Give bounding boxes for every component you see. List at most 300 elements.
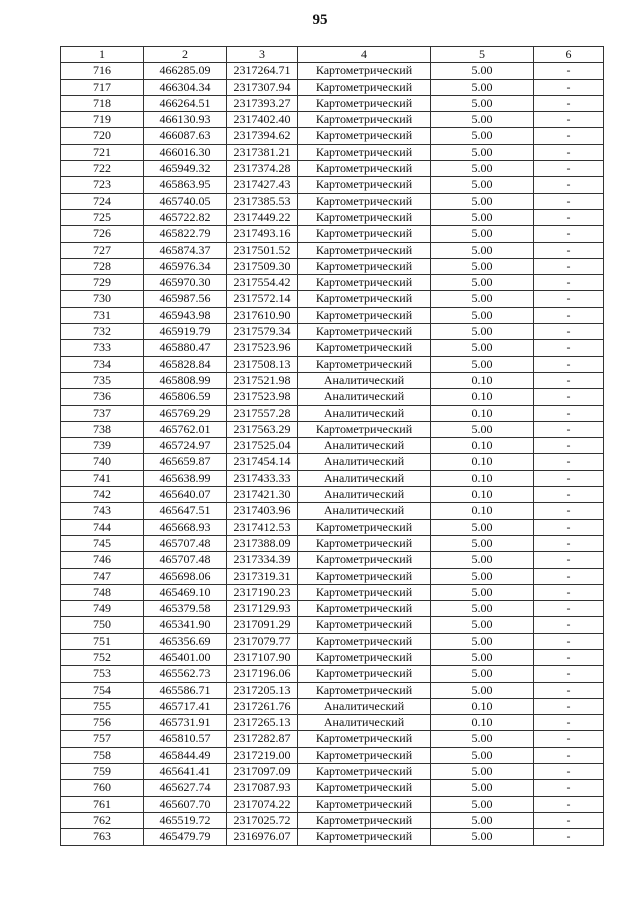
y-coordinate-cell: 2317433.33 [227, 470, 298, 486]
x-coordinate-cell: 465707.48 [144, 552, 227, 568]
note-cell: - [534, 372, 604, 388]
x-coordinate-cell: 465769.29 [144, 405, 227, 421]
x-coordinate-cell: 465970.30 [144, 275, 227, 291]
note-cell: - [534, 95, 604, 111]
table-row [61, 552, 604, 568]
x-coordinate-cell: 465863.95 [144, 177, 227, 193]
x-coordinate-cell: 465976.34 [144, 258, 227, 274]
note-cell: - [534, 519, 604, 535]
point-number-cell: 742 [61, 487, 144, 503]
point-number-cell: 752 [61, 649, 144, 665]
table-row [61, 780, 604, 796]
accuracy-cell: 5.00 [431, 209, 534, 225]
point-number-cell: 741 [61, 470, 144, 486]
point-number-cell: 735 [61, 372, 144, 388]
note-cell: - [534, 112, 604, 128]
x-coordinate-cell: 465874.37 [144, 242, 227, 258]
x-coordinate-cell: 465762.01 [144, 421, 227, 437]
table-row [61, 128, 604, 144]
point-number-cell: 749 [61, 601, 144, 617]
method-cell: Аналитический [298, 389, 431, 405]
point-number-cell: 760 [61, 780, 144, 796]
method-cell: Картометрический [298, 144, 431, 160]
point-number-cell: 718 [61, 95, 144, 111]
method-cell: Картометрический [298, 519, 431, 535]
table-row [61, 389, 604, 405]
x-coordinate-cell: 465698.06 [144, 568, 227, 584]
table-row [61, 242, 604, 258]
accuracy-cell: 5.00 [431, 161, 534, 177]
table-header-row [61, 47, 604, 63]
method-cell: Картометрический [298, 324, 431, 340]
coordinates-table [60, 46, 604, 846]
y-coordinate-cell: 2317523.98 [227, 389, 298, 405]
point-number-cell: 720 [61, 128, 144, 144]
table-row [61, 226, 604, 242]
method-cell: Аналитический [298, 715, 431, 731]
y-coordinate-cell: 2317385.53 [227, 193, 298, 209]
y-coordinate-cell: 2317091.29 [227, 617, 298, 633]
accuracy-cell: 5.00 [431, 291, 534, 307]
x-coordinate-cell: 465647.51 [144, 503, 227, 519]
x-coordinate-cell: 465586.71 [144, 682, 227, 698]
table-row [61, 519, 604, 535]
header-cell: 6 [534, 47, 604, 63]
method-cell: Аналитический [298, 405, 431, 421]
accuracy-cell: 5.00 [431, 649, 534, 665]
y-coordinate-cell: 2317523.96 [227, 340, 298, 356]
point-number-cell: 737 [61, 405, 144, 421]
y-coordinate-cell: 2317025.72 [227, 812, 298, 828]
table-row [61, 454, 604, 470]
point-number-cell: 746 [61, 552, 144, 568]
point-number-cell: 731 [61, 307, 144, 323]
method-cell: Картометрический [298, 535, 431, 551]
x-coordinate-cell: 465844.49 [144, 747, 227, 763]
table-row [61, 79, 604, 95]
point-number-cell: 723 [61, 177, 144, 193]
accuracy-cell: 5.00 [431, 568, 534, 584]
table-row [61, 438, 604, 454]
note-cell: - [534, 747, 604, 763]
method-cell: Картометрический [298, 568, 431, 584]
accuracy-cell: 5.00 [431, 324, 534, 340]
note-cell: - [534, 552, 604, 568]
note-cell: - [534, 63, 604, 79]
x-coordinate-cell: 466130.93 [144, 112, 227, 128]
y-coordinate-cell: 2317079.77 [227, 633, 298, 649]
y-coordinate-cell: 2317508.13 [227, 356, 298, 372]
table-row [61, 487, 604, 503]
note-cell: - [534, 438, 604, 454]
accuracy-cell: 5.00 [431, 633, 534, 649]
point-number-cell: 755 [61, 698, 144, 714]
point-number-cell: 751 [61, 633, 144, 649]
note-cell: - [534, 568, 604, 584]
y-coordinate-cell: 2317381.21 [227, 144, 298, 160]
y-coordinate-cell: 2317265.13 [227, 715, 298, 731]
method-cell: Картометрический [298, 601, 431, 617]
accuracy-cell: 5.00 [431, 79, 534, 95]
x-coordinate-cell: 466016.30 [144, 144, 227, 160]
accuracy-cell: 5.00 [431, 552, 534, 568]
point-number-cell: 732 [61, 324, 144, 340]
y-coordinate-cell: 2317403.96 [227, 503, 298, 519]
point-number-cell: 727 [61, 242, 144, 258]
accuracy-cell: 5.00 [431, 307, 534, 323]
table-row [61, 275, 604, 291]
x-coordinate-cell: 465627.74 [144, 780, 227, 796]
y-coordinate-cell: 2317219.00 [227, 747, 298, 763]
x-coordinate-cell: 465519.72 [144, 812, 227, 828]
accuracy-cell: 0.10 [431, 487, 534, 503]
accuracy-cell: 5.00 [431, 780, 534, 796]
point-number-cell: 734 [61, 356, 144, 372]
accuracy-cell: 0.10 [431, 389, 534, 405]
accuracy-cell: 0.10 [431, 715, 534, 731]
table-row [61, 372, 604, 388]
note-cell: - [534, 601, 604, 617]
accuracy-cell: 5.00 [431, 535, 534, 551]
method-cell: Картометрический [298, 258, 431, 274]
y-coordinate-cell: 2317205.13 [227, 682, 298, 698]
note-cell: - [534, 535, 604, 551]
note-cell: - [534, 275, 604, 291]
point-number-cell: 758 [61, 747, 144, 763]
method-cell: Картометрический [298, 340, 431, 356]
accuracy-cell: 5.00 [431, 682, 534, 698]
table-row [61, 503, 604, 519]
point-number-cell: 762 [61, 812, 144, 828]
point-number-cell: 759 [61, 764, 144, 780]
y-coordinate-cell: 2317454.14 [227, 454, 298, 470]
accuracy-cell: 5.00 [431, 242, 534, 258]
table-row [61, 715, 604, 731]
method-cell: Аналитический [298, 503, 431, 519]
accuracy-cell: 5.00 [431, 258, 534, 274]
accuracy-cell: 5.00 [431, 63, 534, 79]
method-cell: Картометрический [298, 242, 431, 258]
y-coordinate-cell: 2317427.43 [227, 177, 298, 193]
y-coordinate-cell: 2317334.39 [227, 552, 298, 568]
table-row [61, 731, 604, 747]
method-cell: Картометрический [298, 552, 431, 568]
method-cell: Картометрический [298, 209, 431, 225]
table-row [61, 144, 604, 160]
y-coordinate-cell: 2317493.16 [227, 226, 298, 242]
note-cell: - [534, 698, 604, 714]
method-cell: Картометрический [298, 666, 431, 682]
accuracy-cell: 5.00 [431, 584, 534, 600]
accuracy-cell: 5.00 [431, 128, 534, 144]
x-coordinate-cell: 465724.97 [144, 438, 227, 454]
point-number-cell: 729 [61, 275, 144, 291]
note-cell: - [534, 226, 604, 242]
y-coordinate-cell: 2317509.30 [227, 258, 298, 274]
y-coordinate-cell: 2317307.94 [227, 79, 298, 95]
method-cell: Картометрический [298, 79, 431, 95]
method-cell: Картометрический [298, 682, 431, 698]
point-number-cell: 716 [61, 63, 144, 79]
x-coordinate-cell: 465640.07 [144, 487, 227, 503]
x-coordinate-cell: 465943.98 [144, 307, 227, 323]
point-number-cell: 724 [61, 193, 144, 209]
accuracy-cell: 5.00 [431, 731, 534, 747]
point-number-cell: 719 [61, 112, 144, 128]
accuracy-cell: 0.10 [431, 372, 534, 388]
x-coordinate-cell: 466304.34 [144, 79, 227, 95]
x-coordinate-cell: 465479.79 [144, 829, 227, 845]
x-coordinate-cell: 465731.91 [144, 715, 227, 731]
x-coordinate-cell: 465707.48 [144, 535, 227, 551]
method-cell: Аналитический [298, 438, 431, 454]
y-coordinate-cell: 2317107.90 [227, 649, 298, 665]
table-row [61, 617, 604, 633]
table-row [61, 324, 604, 340]
method-cell: Картометрический [298, 584, 431, 600]
table-row [61, 470, 604, 486]
accuracy-cell: 5.00 [431, 421, 534, 437]
table-row [61, 63, 604, 79]
x-coordinate-cell: 466285.09 [144, 63, 227, 79]
accuracy-cell: 5.00 [431, 177, 534, 193]
table-row [61, 666, 604, 682]
note-cell: - [534, 242, 604, 258]
point-number-cell: 743 [61, 503, 144, 519]
point-number-cell: 761 [61, 796, 144, 812]
table-row [61, 649, 604, 665]
note-cell: - [534, 454, 604, 470]
x-coordinate-cell: 465810.57 [144, 731, 227, 747]
note-cell: - [534, 470, 604, 486]
accuracy-cell: 0.10 [431, 438, 534, 454]
method-cell: Аналитический [298, 372, 431, 388]
point-number-cell: 756 [61, 715, 144, 731]
table-row [61, 633, 604, 649]
table-row [61, 584, 604, 600]
y-coordinate-cell: 2317282.87 [227, 731, 298, 747]
method-cell: Картометрический [298, 764, 431, 780]
header-cell: 2 [144, 47, 227, 63]
page-number: 95 [312, 12, 328, 28]
x-coordinate-cell: 465919.79 [144, 324, 227, 340]
accuracy-cell: 0.10 [431, 454, 534, 470]
table-row [61, 698, 604, 714]
accuracy-cell: 5.00 [431, 764, 534, 780]
note-cell: - [534, 209, 604, 225]
point-number-cell: 736 [61, 389, 144, 405]
point-number-cell: 725 [61, 209, 144, 225]
note-cell: - [534, 780, 604, 796]
table-row [61, 209, 604, 225]
point-number-cell: 740 [61, 454, 144, 470]
x-coordinate-cell: 465562.73 [144, 666, 227, 682]
accuracy-cell: 5.00 [431, 356, 534, 372]
point-number-cell: 744 [61, 519, 144, 535]
point-number-cell: 745 [61, 535, 144, 551]
note-cell: - [534, 731, 604, 747]
table-row [61, 307, 604, 323]
table-row [61, 682, 604, 698]
note-cell: - [534, 812, 604, 828]
point-number-cell: 728 [61, 258, 144, 274]
note-cell: - [534, 617, 604, 633]
y-coordinate-cell: 2317261.76 [227, 698, 298, 714]
note-cell: - [534, 764, 604, 780]
method-cell: Аналитический [298, 698, 431, 714]
method-cell: Картометрический [298, 633, 431, 649]
x-coordinate-cell: 465828.84 [144, 356, 227, 372]
method-cell: Картометрический [298, 177, 431, 193]
y-coordinate-cell: 2317563.29 [227, 421, 298, 437]
point-number-cell: 717 [61, 79, 144, 95]
header-cell: 3 [227, 47, 298, 63]
point-number-cell: 733 [61, 340, 144, 356]
accuracy-cell: 5.00 [431, 340, 534, 356]
x-coordinate-cell: 465806.59 [144, 389, 227, 405]
y-coordinate-cell: 2317412.53 [227, 519, 298, 535]
point-number-cell: 726 [61, 226, 144, 242]
y-coordinate-cell: 2317402.40 [227, 112, 298, 128]
method-cell: Картометрический [298, 796, 431, 812]
note-cell: - [534, 177, 604, 193]
y-coordinate-cell: 2317190.23 [227, 584, 298, 600]
table-row [61, 764, 604, 780]
note-cell: - [534, 405, 604, 421]
table-row [61, 568, 604, 584]
x-coordinate-cell: 465740.05 [144, 193, 227, 209]
point-number-cell: 747 [61, 568, 144, 584]
table-row [61, 112, 604, 128]
point-number-cell: 748 [61, 584, 144, 600]
accuracy-cell: 5.00 [431, 112, 534, 128]
method-cell: Картометрический [298, 731, 431, 747]
method-cell: Картометрический [298, 95, 431, 111]
table-row [61, 340, 604, 356]
y-coordinate-cell: 2317319.31 [227, 568, 298, 584]
note-cell: - [534, 584, 604, 600]
x-coordinate-cell: 465822.79 [144, 226, 227, 242]
accuracy-cell: 5.00 [431, 796, 534, 812]
method-cell: Картометрический [298, 128, 431, 144]
accuracy-cell: 5.00 [431, 829, 534, 845]
point-number-cell: 753 [61, 666, 144, 682]
note-cell: - [534, 682, 604, 698]
y-coordinate-cell: 2317521.98 [227, 372, 298, 388]
note-cell: - [534, 666, 604, 682]
x-coordinate-cell: 465808.99 [144, 372, 227, 388]
y-coordinate-cell: 2317449.22 [227, 209, 298, 225]
accuracy-cell: 5.00 [431, 666, 534, 682]
note-cell: - [534, 193, 604, 209]
y-coordinate-cell: 2317097.09 [227, 764, 298, 780]
y-coordinate-cell: 2317196.06 [227, 666, 298, 682]
point-number-cell: 739 [61, 438, 144, 454]
note-cell: - [534, 421, 604, 437]
table-row [61, 193, 604, 209]
x-coordinate-cell: 465641.41 [144, 764, 227, 780]
x-coordinate-cell: 465638.99 [144, 470, 227, 486]
method-cell: Картометрический [298, 291, 431, 307]
table-body [61, 47, 604, 846]
y-coordinate-cell: 2317087.93 [227, 780, 298, 796]
table-row [61, 796, 604, 812]
note-cell: - [534, 796, 604, 812]
accuracy-cell: 5.00 [431, 193, 534, 209]
method-cell: Картометрический [298, 275, 431, 291]
y-coordinate-cell: 2317388.09 [227, 535, 298, 551]
table-row [61, 95, 604, 111]
y-coordinate-cell: 2317264.71 [227, 63, 298, 79]
method-cell: Картометрический [298, 617, 431, 633]
y-coordinate-cell: 2317610.90 [227, 307, 298, 323]
y-coordinate-cell: 2317572.14 [227, 291, 298, 307]
point-number-cell: 750 [61, 617, 144, 633]
point-number-cell: 721 [61, 144, 144, 160]
x-coordinate-cell: 465987.56 [144, 291, 227, 307]
table-row [61, 601, 604, 617]
note-cell: - [534, 307, 604, 323]
table-row [61, 812, 604, 828]
method-cell: Картометрический [298, 421, 431, 437]
x-coordinate-cell: 465379.58 [144, 601, 227, 617]
table-row [61, 356, 604, 372]
accuracy-cell: 5.00 [431, 519, 534, 535]
x-coordinate-cell: 465717.41 [144, 698, 227, 714]
method-cell: Картометрический [298, 193, 431, 209]
accuracy-cell: 0.10 [431, 405, 534, 421]
table-row [61, 161, 604, 177]
table-row [61, 829, 604, 845]
method-cell: Картометрический [298, 226, 431, 242]
table-row [61, 177, 604, 193]
x-coordinate-cell: 465401.00 [144, 649, 227, 665]
table-row [61, 747, 604, 763]
method-cell: Картометрический [298, 161, 431, 177]
y-coordinate-cell: 2317394.62 [227, 128, 298, 144]
x-coordinate-cell: 466264.51 [144, 95, 227, 111]
method-cell: Аналитический [298, 487, 431, 503]
note-cell: - [534, 340, 604, 356]
accuracy-cell: 5.00 [431, 617, 534, 633]
accuracy-cell: 5.00 [431, 601, 534, 617]
accuracy-cell: 5.00 [431, 275, 534, 291]
x-coordinate-cell: 465607.70 [144, 796, 227, 812]
note-cell: - [534, 79, 604, 95]
header-cell: 4 [298, 47, 431, 63]
point-number-cell: 730 [61, 291, 144, 307]
note-cell: - [534, 389, 604, 405]
accuracy-cell: 5.00 [431, 95, 534, 111]
table-row [61, 535, 604, 551]
accuracy-cell: 0.10 [431, 470, 534, 486]
y-coordinate-cell: 2316976.07 [227, 829, 298, 845]
y-coordinate-cell: 2317557.28 [227, 405, 298, 421]
method-cell: Картометрический [298, 307, 431, 323]
method-cell: Картометрический [298, 649, 431, 665]
y-coordinate-cell: 2317421.30 [227, 487, 298, 503]
note-cell: - [534, 144, 604, 160]
accuracy-cell: 0.10 [431, 698, 534, 714]
note-cell: - [534, 633, 604, 649]
method-cell: Картометрический [298, 356, 431, 372]
note-cell: - [534, 829, 604, 845]
table-row [61, 405, 604, 421]
y-coordinate-cell: 2317554.42 [227, 275, 298, 291]
y-coordinate-cell: 2317501.52 [227, 242, 298, 258]
table-row [61, 421, 604, 437]
note-cell: - [534, 291, 604, 307]
